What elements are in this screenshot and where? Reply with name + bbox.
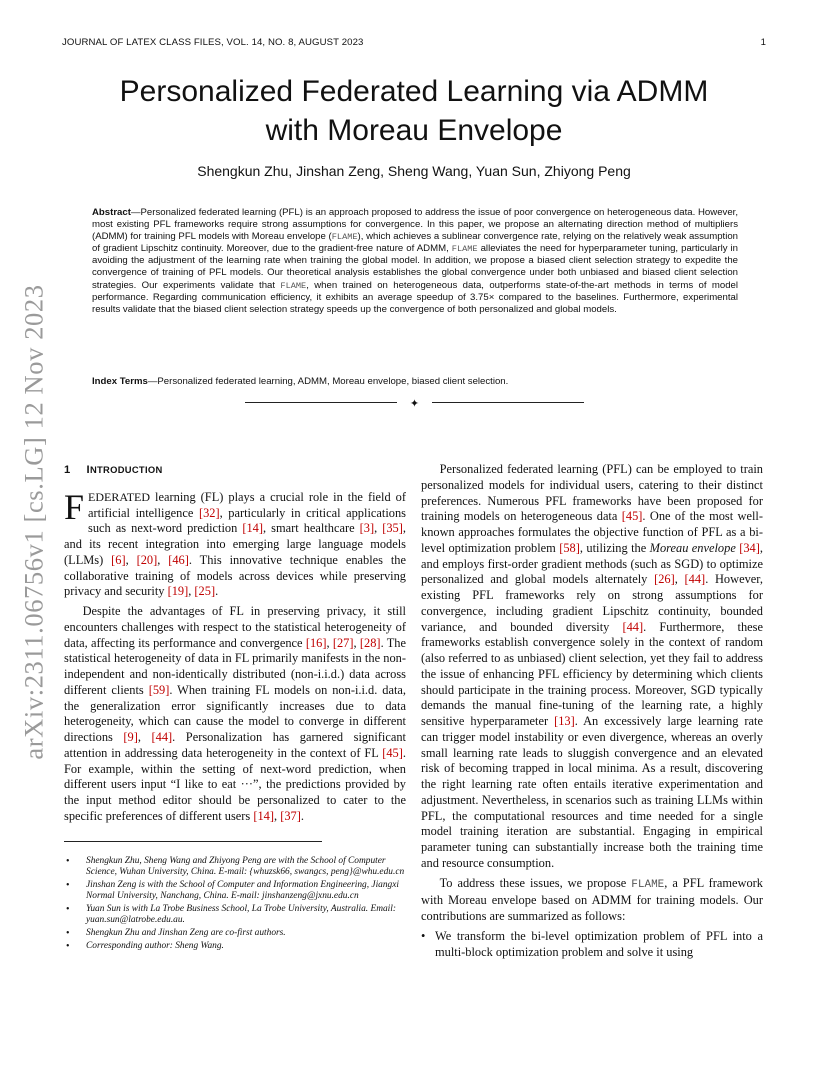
text: , and its recent integration into emerging large language models (LLMs) (64, 521, 406, 567)
text: , particularly in critical applications such as next-word prediction (88, 505, 406, 536)
text: . Furthermore, these frameworks establish convergence solely in the context of random (also referred to as unbiased) client selection, yet they fail to address the issue of enhancing PFL efficiency by determining which clients should participate in the training process. Moreover, SGD typically demands the manual fine-tuning of the learning rate, a highly sensitive hyperparameter (421, 619, 763, 728)
citation-link[interactable]: [46] (168, 552, 189, 567)
section-title (87, 464, 163, 476)
divider-diamond-icon: ✦ (409, 397, 420, 410)
citation-link[interactable]: [34] (739, 540, 760, 555)
citation-link[interactable]: [14] (242, 521, 264, 536)
citation-link[interactable]: [28] (359, 635, 381, 650)
text: , a PFL framework with Moreau envelope based on ADMM for training models. Our contributions are summarized as follows: (421, 875, 764, 923)
text: . (300, 808, 304, 823)
left-column (64, 462, 406, 954)
text: Personalized federated learning (PFL) can be employed to train personalized models for individual users, catering to their distinct preferences. Numerous PFL frameworks have been proposed for training models on heterogeneous data (421, 462, 763, 524)
method-name: FLAME (331, 232, 358, 243)
citation-link[interactable]: [44] (151, 730, 173, 744)
text: , (273, 808, 281, 823)
text: , (326, 635, 333, 650)
text: . An excessively large learning rate can trigger model instability or even divergence, whereas an overly small learning rate leads to sluggish convergence and an elevated risk of becoming trapped in local minima. As a result, discovering the right learning rate often entails iterative experimentation and adjustment. Nevertheless, in scenarios such as training LLMs within PFL, the computational resources and time needed for a single model training iteration are substantial. Engaging in empirical parameter tuning can substantially increase both the training time and resource consumption. (421, 714, 763, 870)
footnote-list (64, 856, 406, 952)
abstract-text: , when trained on heterogeneous data, outperforms state-of-the-art methods in terms of model performance. Regarding communication efficiency, it exhibits an average speedup of 3.75× compared to the baselines. Furthermore, experimental results validate that the biased client selection strategy speeds up the convergence of both personalized and global models. (92, 279, 738, 315)
journal-title: JOURNAL OF LATEX CLASS FILES, VOL. 14, NO. 8, AUGUST 2023 (62, 37, 364, 48)
footnote-item: • Jinshan Zeng is with the School of Computer and Information Engineering, Jiangxi Normal University, Nanchang, China. E-mail: jinshanzeng@jxnu.edu.cn (64, 880, 406, 902)
footnote-rule (64, 841, 322, 842)
footnote-item: • Corresponding author: Sheng Wang. (64, 941, 406, 952)
text: , (353, 635, 360, 650)
citation-link[interactable]: [58] (559, 540, 580, 555)
text: . (215, 584, 219, 599)
abstract-text: ), which achieves a sublinear convergence rate, relying on the relatively weak assumption of gradient Lipschitz continuity. Moreover, due to the gradient-free nature of ADMM, (92, 231, 739, 255)
section-title-initial: I (86, 464, 90, 476)
text: . This innovative technique enables the collaborative training of models across devices while preserving privacy and security (64, 552, 407, 599)
abstract-text: —Personalized federated learning (PFL) is an approach proposed to address the issue of poor convergence on heterogeneous data. However, most existing PFL frameworks require strong assumptions for convergence. In this paper, we propose an alternating direction method of multipliers (ADMM) for training PFL models with Moreau envelope ( (92, 207, 738, 243)
abstract (92, 207, 738, 316)
intro-paragraph-1 (64, 486, 407, 600)
abstract-label: Abstract (92, 207, 131, 218)
text: . For example, within the setting of next-word prediction, when different users input “I like to eat ···”, the predictions provided by the input method editor should be personalized to cater to the specific preferences of different users (64, 745, 406, 823)
citation-link[interactable]: [20] (136, 552, 158, 567)
right-column (421, 462, 763, 960)
running-header (62, 37, 766, 51)
index-terms (92, 376, 738, 388)
text: , (374, 521, 383, 536)
divider-line-left (245, 402, 397, 403)
footnote-item: • Yuan Sun is with La Trobe Business School, La Trobe University, Australia. Email: yuan.sun@latrobe.edu.au. (64, 904, 406, 926)
small-caps-lead: EDERATED (88, 489, 151, 504)
text: , (188, 584, 195, 599)
citation-link[interactable]: [44] (684, 572, 706, 587)
page-number: 1 (760, 37, 766, 48)
text: , and employs first-order gradient methods (such as SGD) to optimize personalized and global models alternately (421, 540, 763, 587)
contribution-list (421, 929, 763, 961)
paper-title (70, 72, 758, 150)
citation-link[interactable]: [25] (194, 584, 216, 599)
text: , (137, 730, 152, 744)
citation-link[interactable]: [9] (123, 730, 138, 744)
abstract-text: alleviates the need for hyperparameter tuning, particularly in avoiding the adjustment of the learning rate when training the global model. In addition, we propose a biased client selection strategy to expedite the convergence of training of PFL models. Our theoretical analysis establishes the global convergence under both unbiased and biased client selection strategies. Our experiments validate that (92, 243, 738, 291)
section-title-rest: NTRODUCTION (89, 464, 163, 475)
arxiv-sidebar-stamp (12, 282, 56, 762)
intro-paragraph-2 (64, 604, 406, 825)
right-paragraph-2 (421, 876, 763, 925)
section-divider (245, 396, 584, 410)
citation-link[interactable]: [59] (148, 682, 170, 697)
section-heading (64, 462, 406, 479)
citation-link[interactable]: [35] (382, 521, 403, 536)
citation-link[interactable]: [45] (382, 745, 403, 760)
title-line-2: with Moreau Envelope (265, 114, 563, 147)
citation-link[interactable]: [44] (622, 619, 644, 634)
divider-line-right (432, 402, 584, 403)
citation-link[interactable]: [32] (198, 505, 220, 520)
right-paragraph-1 (421, 462, 763, 872)
contribution-item: • We transform the bi-level optimization problem of PFL into a multi-block optimization problem and solve it using (421, 929, 763, 961)
drop-cap: F (64, 486, 85, 527)
citation-link[interactable]: [13] (554, 714, 575, 728)
citation-link[interactable]: [26] (654, 572, 675, 587)
text: , utilizing the (579, 540, 650, 555)
text: , (125, 552, 137, 567)
citation-link[interactable]: [16] (305, 635, 327, 650)
citation-link[interactable]: [19] (167, 584, 189, 599)
text: learning (FL) plays a crucial role in the field of artificial intelligence (88, 489, 406, 520)
text: . When training FL models on non-i.i.d. data, the generalization error significantly increases due to data heterogeneity, which can cause the model to converge in different directions (64, 682, 407, 744)
title-line-1: Personalized Federated Learning via ADMM (119, 75, 709, 108)
footnote-item: • Shengkun Zhu and Jinshan Zeng are co-first authors. (64, 928, 406, 939)
index-terms-label: Index Terms (92, 376, 148, 387)
author-list: Shengkun Zhu, Jinshan Zeng, Sheng Wang, Yuan Sun, Zhiyong Peng (197, 163, 631, 179)
method-name: FLAME (631, 878, 665, 891)
method-name: FLAME (280, 280, 307, 291)
section-number: 1 (64, 464, 71, 476)
citation-link[interactable]: [27] (332, 635, 354, 650)
citation-link[interactable]: [37] (280, 808, 301, 823)
text: . The statistical heterogeneity of data in FL primarily manifests in the non-independent and non-identically distributed (non-i.i.d.) data across different clients (64, 635, 406, 697)
citation-link[interactable]: [14] (253, 808, 274, 823)
method-name: FLAME (451, 244, 478, 255)
text: Despite the advantages of FL in preserving privacy, it still encounters challenges with respect to the statistical heterogeneity of data, affecting its performance and convergence (64, 604, 406, 650)
text: . However, existing PFL frameworks rely on strong assumptions for convergence, including gradient Lipschitz continuity, bounded variance, and bounded diversity (421, 572, 763, 634)
citation-link[interactable]: [6] (111, 552, 126, 567)
index-terms-text: —Personalized federated learning, ADMM, Moreau envelope, biased client selection. (147, 376, 509, 387)
citation-link[interactable]: [45] (621, 509, 643, 524)
text: , (157, 552, 169, 567)
citation-link[interactable]: [3] (359, 521, 375, 536)
emphasis: Moreau envelope (649, 540, 736, 555)
text: To address these issues, we propose (439, 875, 632, 890)
footnote-item: • Shengkun Zhu, Sheng Wang and Zhiyong Peng are with the School of Computer Science, Wuhan University, China. E-mail: {whuzsk66, swangcs, peng}@whu.edu.cn (64, 856, 406, 878)
text: , (674, 572, 685, 587)
text: , smart healthcare (263, 521, 360, 536)
text: . One of the most well-known approaches formulates the objective function of PFL as a bi-level optimization problem (421, 509, 763, 555)
text: . Personalization has garnered significant attention in addressing data heterogeneity in the context of FL (64, 730, 406, 760)
arxiv-identifier: arXiv:2311.06756v1 [cs.LG] 12 Nov 2023 (18, 284, 49, 760)
